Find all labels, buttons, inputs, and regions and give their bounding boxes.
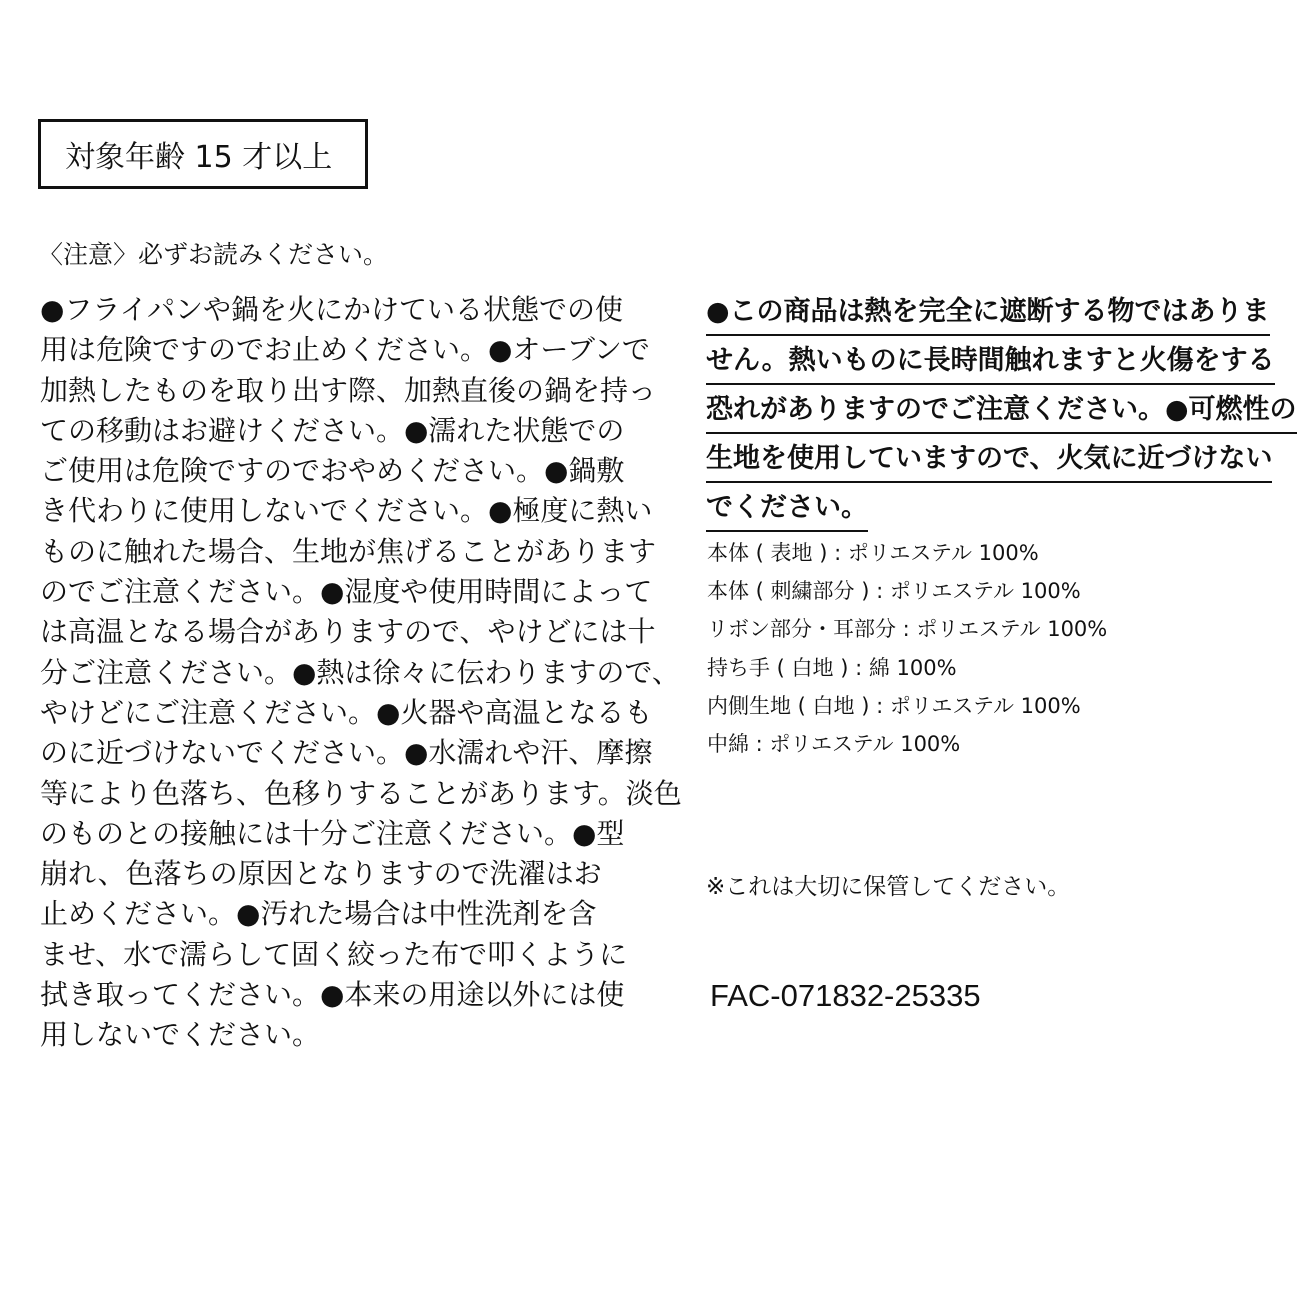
caution-line: ての移動はお避けください。●濡れた状態での xyxy=(40,413,625,447)
caution-line: き代わりに使用しないでください。●極度に熱い xyxy=(40,494,653,528)
material-item: 中綿 : ポリエステル 100% xyxy=(707,731,961,756)
warning-line: 恐れがありますのでご注意ください。●可燃性の xyxy=(706,387,1297,434)
caution-line: 加熱したものを取り出す際、加熱直後の鍋を持っ xyxy=(40,373,657,407)
material-item: 本体 ( 刺繍部分 ) : ポリエステル 100% xyxy=(707,579,1081,604)
caution-line: 崩れ、色落ちの原因となりますので洗濯はお xyxy=(40,857,602,891)
caution-line: 拭き取ってください。●本来の用途以外には使 xyxy=(40,978,625,1012)
caution-line: のでご注意ください。●湿度や使用時間によって xyxy=(40,575,653,609)
notice-heading: 〈注意〉必ずお読みください。 xyxy=(38,240,389,269)
warning-line: せん。熱いものに長時間触れますと火傷をする xyxy=(706,338,1275,385)
age-label-box xyxy=(38,119,368,189)
materials-list xyxy=(707,534,1107,763)
caution-line: 等により色落ち、色移りすることがあります。淡色 xyxy=(40,776,682,810)
warning-text xyxy=(706,289,1297,534)
warning-line: でください。 xyxy=(706,485,868,532)
material-item: 持ち手 ( 白地 ) : 綿 100% xyxy=(707,655,957,680)
caution-line: ご使用は危険ですのでおやめください。●鍋敷 xyxy=(40,454,625,488)
material-item: 内側生地 ( 白地 ) : ポリエステル 100% xyxy=(707,693,1081,718)
material-item: リボン部分・耳部分 : ポリエステル 100% xyxy=(707,617,1108,642)
caution-line: 用は危険ですのでお止めください。●オーブンで xyxy=(40,333,650,367)
caution-line: ●フライパンや鍋を火にかけている状態での使 xyxy=(40,293,624,326)
caution-line: 止めください。●汚れた場合は中性洗剤を含 xyxy=(40,897,597,931)
caution-line: のものとの接触には十分ご注意ください。●型 xyxy=(40,816,625,850)
caution-line: 分ご注意ください。●熱は徐々に伝わりますので、 xyxy=(40,655,680,689)
caution-line: は高温となる場合がありますので、やけどには十 xyxy=(40,615,656,649)
caution-line: ませ、水で濡らして固く絞った布で叩くように xyxy=(40,937,628,971)
age-label: 対象年齢 15 才以上 xyxy=(65,140,333,175)
caution-line: のに近づけないでください。●水濡れや汗、摩擦 xyxy=(40,736,653,770)
product-code: FAC-071832-25335 xyxy=(710,978,981,1013)
keep-note: ※これは大切に保管してください。 xyxy=(706,874,1071,900)
caution-line: やけどにご注意ください。●火器や高温となるも xyxy=(40,695,653,729)
material-item: 本体 ( 表地 ) : ポリエステル 100% xyxy=(707,541,1039,565)
caution-text xyxy=(40,290,682,1056)
warning-line: 生地を使用していますので、火気に近づけない xyxy=(706,436,1272,483)
warning-line: ●この商品は熱を完全に遮断する物ではありま xyxy=(706,289,1270,336)
caution-line: 用しないでください。 xyxy=(40,1018,321,1052)
caution-line: ものに触れた場合、生地が焦げることがあります xyxy=(40,534,657,568)
